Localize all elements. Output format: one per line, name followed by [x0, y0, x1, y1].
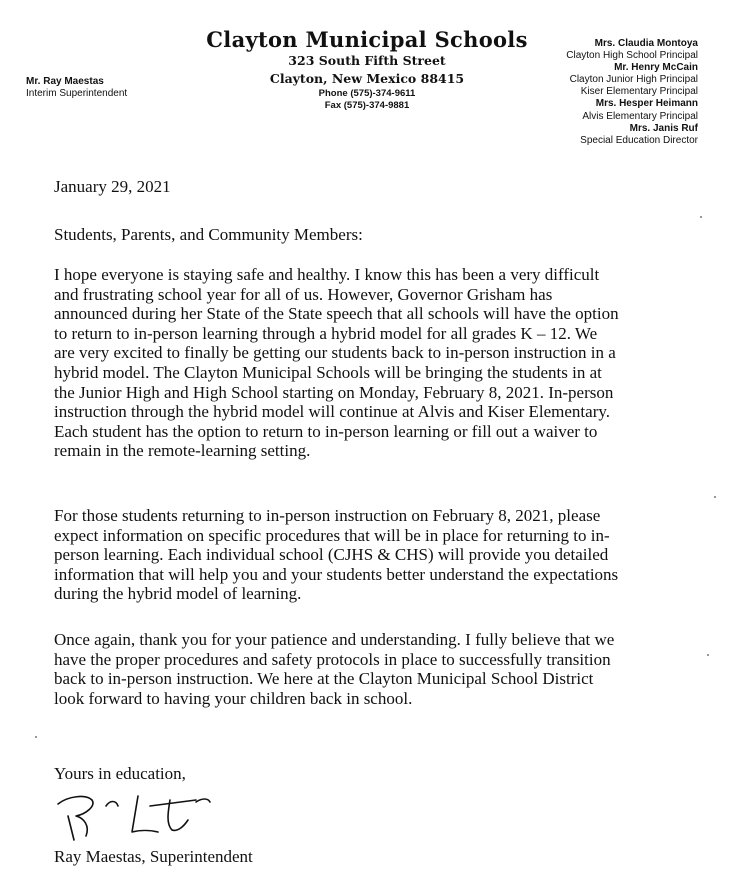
letter-greeting: Students, Parents, and Community Members: — [54, 225, 363, 244]
paragraph-line: during the hybrid model of learning. — [54, 584, 302, 604]
paragraph-line: expect information on specific procedures that will be in place for returning to in- — [54, 525, 610, 545]
phone-number: Phone (575)-374-9611 — [318, 88, 416, 99]
signer-name: Ray Maestas, Superintendent — [54, 847, 253, 866]
paragraph-line: to return to in-person learning through a hybrid model for all grades K – 12. We — [54, 323, 598, 343]
street-address: 323 South Fifth Street — [288, 53, 446, 68]
letterhead — [200, 28, 534, 112]
paragraph-line: Once again, thank you for your patience and understanding. I fully believe that we — [54, 630, 615, 649]
paragraph-line: announced during her State of the State speech that all schools will have the option — [54, 304, 619, 324]
paragraph-line: I hope everyone is staying safe and healthy. I know this has been a very difficult — [54, 265, 600, 284]
staff-name: Mrs. Janis Ruf — [629, 122, 698, 134]
paragraph-1 — [54, 265, 714, 461]
paragraph-line: information that will help you and your students better understand the expectations — [54, 564, 619, 584]
signature-image — [46, 786, 216, 842]
paragraph-line: instruction through the hybrid model will continue at Alvis and Kiser Elementary. — [54, 402, 611, 422]
scan-speck — [35, 736, 37, 738]
school-name: Clayton Municipal Schools — [206, 27, 528, 52]
paragraph-line: back to in-person instruction. We here at the Clayton Municipal School District — [54, 669, 594, 689]
paragraph-3 — [54, 630, 714, 708]
paragraph-line: are very excited to finally be getting our students back to in-person instruction in a — [54, 343, 616, 363]
paragraph-line: For those students returning to in-person instruction on February 8, 2021, please — [54, 506, 601, 525]
paragraph-2 — [54, 506, 714, 604]
city-address: Clayton, New Mexico 88415 — [269, 71, 465, 86]
paragraph-line: look forward to having your children back in school. — [54, 688, 413, 708]
superintendent-name: Mr. Ray Maestas — [26, 76, 104, 87]
principals-block — [566, 38, 698, 147]
staff-title: Kiser Elementary Principal — [580, 86, 698, 98]
letter-date: January 29, 2021 — [54, 177, 171, 196]
staff-name: Mr. Henry McCain — [614, 62, 698, 74]
staff-name: Mrs. Claudia Montoya — [594, 38, 698, 49]
superintendent-block — [26, 76, 127, 100]
staff-title: Clayton Junior High Principal — [569, 74, 698, 86]
scan-speck — [700, 216, 702, 218]
paragraph-line: and frustrating school year for all of us. However, Governor Grisham has — [54, 284, 553, 304]
staff-name: Mrs. Hesper Heimann — [595, 98, 698, 110]
paragraph-line: hybrid model. The Clayton Municipal Schools will be bringing the students in at — [54, 362, 602, 382]
paragraph-line: Each student has the option to return to in-person learning or fill out a waiver to — [54, 421, 598, 441]
paragraph-line: person learning. Each individual school (CJHS & CHS) will provide you detailed — [54, 545, 609, 565]
staff-title: Clayton High School Principal — [566, 50, 698, 62]
paragraph-line: have the proper procedures and safety protocols in place to successfully transition — [54, 649, 611, 669]
letter-closing: Yours in education, — [54, 764, 186, 783]
scan-speck — [707, 654, 709, 656]
staff-title: Alvis Elementary Principal — [582, 110, 698, 122]
fax-number: Fax (575)-374-9881 — [324, 100, 410, 111]
staff-title: Special Education Director — [580, 134, 698, 146]
paragraph-line: remain in the remote-learning setting. — [54, 441, 311, 461]
scan-speck — [714, 496, 716, 498]
paragraph-line: the Junior High and High School starting on Monday, February 8, 2021. In-person — [54, 382, 614, 402]
superintendent-title: Interim Superintendent — [26, 88, 128, 99]
